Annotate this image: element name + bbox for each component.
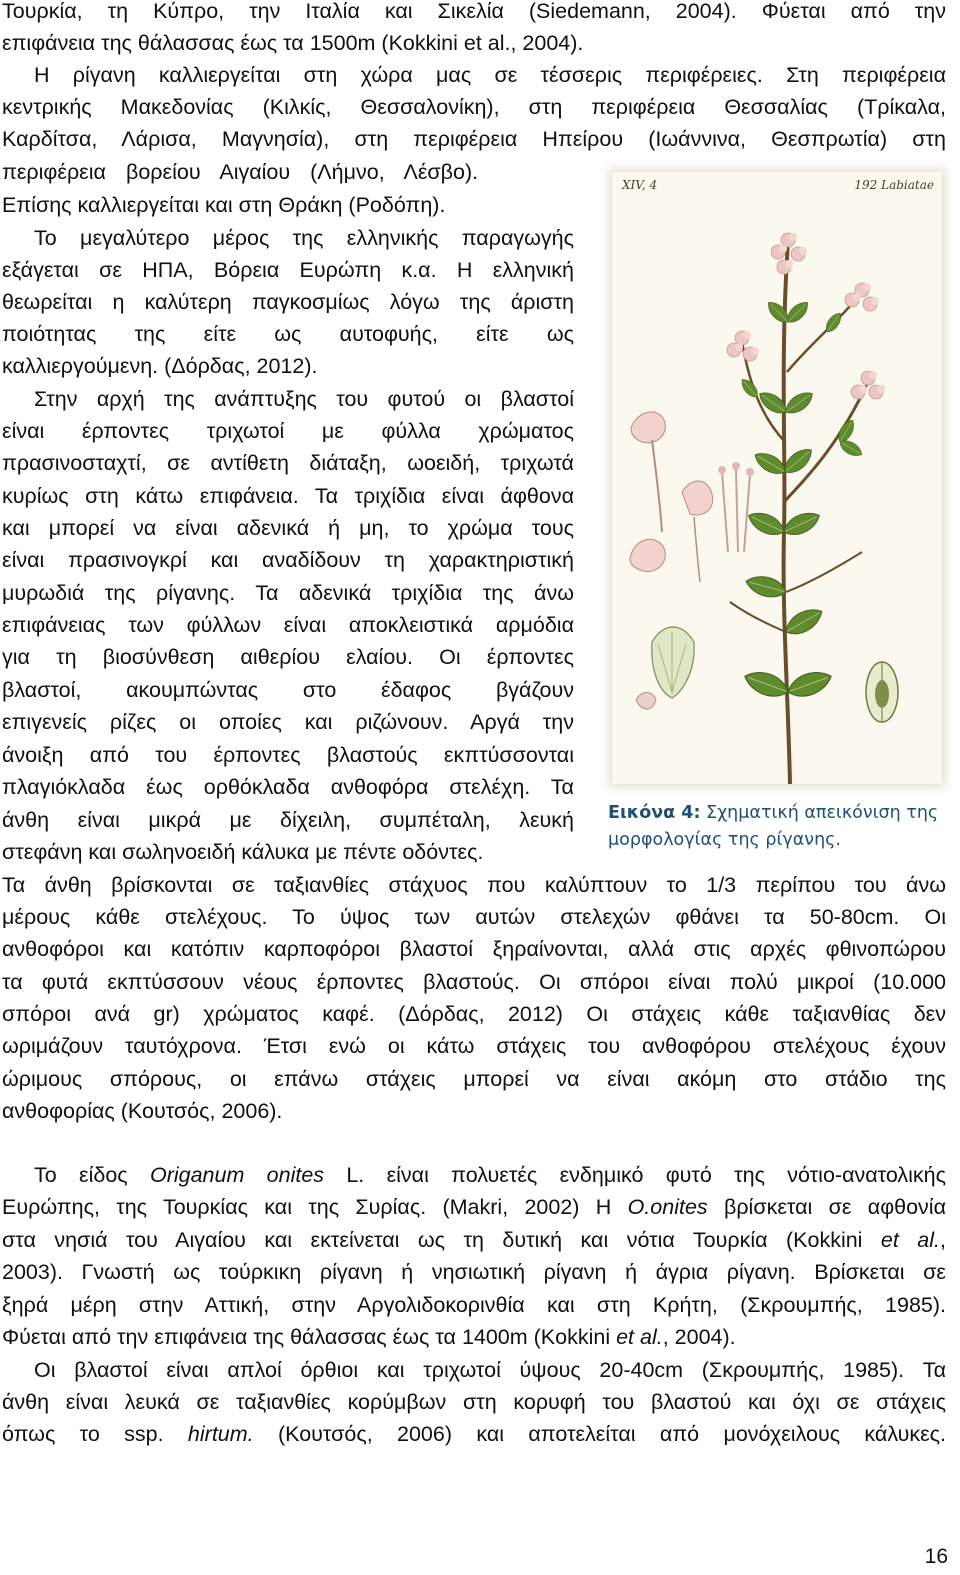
page-number: 16	[924, 1545, 948, 1568]
text-line: εξάγεται σε ΗΠΑ, Βόρεια Ευρώπη κ.α. Η ελληνική	[2, 258, 574, 282]
flower-detail	[630, 412, 713, 582]
plate-number: XIV, 4	[622, 178, 658, 192]
text-line: Το μεγαλύτερο μέρος της ελληνικής παραγωγής	[34, 226, 574, 250]
text-line: ώριμους σπόρους, οι επάνω στάχεις μπορεί να είναι ακόμη στο στάδιο της	[2, 1067, 946, 1091]
text-line: κυρίως στη κάτω επιφάνεια. Τα τριχίδια είναι άφθονα	[2, 484, 574, 508]
text-line: μέρους κάθε στελέχους. Το ύψος των αυτών στελεχών φθάνει τα 50-80cm. Οι	[2, 905, 946, 929]
text-line: ανθοφορίας (Κουτσός, 2006).	[2, 1099, 283, 1123]
text-line: Ευρώπης, της Τουρκίας και της Συρίας. (Makri, 2002) Η O.onites βρίσκεται σε αφθονία	[2, 1195, 947, 1219]
text-line: ποιότητας της είτε ως αυτοφυής, είτε ως	[2, 322, 574, 346]
text-line: Επίσης καλλιεργείται και στη Θράκη (Ροδόπη).	[2, 193, 446, 217]
text-line: Τουρκία, τη Κύπρο, την Ιταλία και Σικελία (Siedemann, 2004). Φύεται από την	[2, 0, 946, 23]
text-line: περιφέρεια βορείου Αιγαίου (Λήμνο, Λέσβο).	[2, 160, 479, 184]
caption-label: Εικόνα 4:	[608, 803, 701, 823]
text-line: στα νησιά του Αιγαίου και εκτείνεται ως τη δυτική και νότια Τουρκία (Kokkini et al.,	[2, 1228, 946, 1252]
text-line: Καρδίτσα, Λάρισα, Μαγνησία), στη περιφέρεια Ηπείρου (Ιωάννινα, Θεσπρωτία) στη	[2, 127, 946, 151]
text-line: όπως το ssp. hirtum. (Κουτσός, 2006) και αποτελείται από μονόχειλους κάλυκες.	[2, 1422, 946, 1446]
text-line: τα φυτά εκπτύσσουν νέους έρποντες βλαστούς. Οι σπόροι είναι πολύ μικροί (10.000	[2, 970, 946, 994]
text-line: άνθη είναι λευκά σε ταξιανθίες κορύμβων στη κορυφή του βλαστού και όχι σε στάχεις	[2, 1390, 946, 1414]
text-line: Τα άνθη βρίσκονται σε ταξιανθίες στάχυος που καλύπτουν το 1/3 περίπου του άνω	[2, 873, 946, 897]
text-line: Το είδος Origanum onites L. είναι πολυετές ενδημικό φυτό της νότιο-ανατολικής	[34, 1163, 947, 1187]
text-line: μυρωδιά της ρίγανης. Τα αδενικά τριχίδια της άνω	[2, 581, 574, 605]
text-line: βλαστοί, ακουμπώντας στο έδαφος βγάζουν	[2, 678, 574, 702]
text-line: επιφάνεια της θάλασσας έως τα 1500m (Kokkini et al., 2004).	[2, 31, 584, 55]
text-line: ωριμάζουν ταυτόχρονα. Έτσι ενώ οι κάτω στάχεις του ανθοφόρου στελέχους έχουν	[2, 1034, 946, 1058]
text-line: πλαγιόκλαδα έως ορθόκλαδα ανθοφόρα στελέχη. Τα	[2, 775, 574, 799]
plant-drawing	[612, 172, 942, 784]
text-line: είναι έρποντες τριχωτοί με φύλλα χρώματος	[2, 419, 574, 443]
figure-caption	[608, 800, 948, 854]
subspecies-name: hirtum.	[187, 1422, 254, 1446]
oregano-illustration	[612, 172, 942, 784]
text-line: άνοιξη από του έρποντες βλαστούς εκπτύσσονται	[2, 743, 574, 767]
text-line: σπόροι ανά gr) χρώματος καφέ. (Δόρδας, 2012) Οι στάχεις κάθε ταξιανθίας δεν	[2, 1002, 946, 1026]
text-line: για τη βιοσύνθεση αιθερίου ελαίου. Οι έρποντες	[2, 645, 574, 669]
text-line: Οι βλαστοί είναι απλοί όρθιοι και τριχωτοί ύψους 20-40cm (Σκρουμπής, 1985). Τα	[34, 1358, 946, 1382]
calyx-detail	[636, 627, 694, 709]
text-line: ανθοφόροι και κατόπιν καρποφόροι βλαστοί ξηραίνονται, αλλά στις αρχές φθινοπώρου	[2, 937, 946, 961]
text-line: 2003). Γνωστή ως τούρκικη ρίγανη ή νησιωτική ρίγανη ή άγρια ρίγανη. Βρίσκεται σε	[2, 1260, 946, 1284]
text-line: είναι πρασινογκρί και αναδίδουν τη χαρακτηριστική	[2, 548, 574, 572]
text-line: Στην αρχή της ανάπτυξης του φυτού οι βλαστοί	[34, 387, 574, 411]
citation-italic: et al.	[880, 1228, 940, 1252]
species-name: O.onites	[627, 1195, 708, 1219]
caption-text: Σχηματική απεικόνιση της μορφολογίας της ρίγανης.	[608, 803, 939, 850]
text-line: επιφάνειας των φύλλων είναι αποκλειστικά αρμόδια	[2, 613, 574, 637]
text-line: πρασινοσταχτί, σε αντίθετη διάταξη, ωοειδή, τριχωτά	[2, 451, 574, 475]
text-line: Η ρίγανη καλλιεργείται στη χώρα μας σε τέσσερις περιφέρειες. Στη περιφέρεια	[34, 63, 946, 87]
text-line: ξηρά μέρη στην Αττική, στην Αργολιδοκορινθία και στη Κρήτη, (Σκρουμπής, 1985).	[2, 1293, 946, 1317]
text-line: άνθη είναι μικρά με δίχειλη, συμπέταλη, λευκή	[2, 808, 574, 832]
stamen-detail	[718, 462, 754, 552]
citation-italic: et al.	[616, 1325, 663, 1349]
text-line: και μπορεί να είναι αδενικά ή μη, το χρώμα τους	[2, 516, 574, 540]
seed-detail	[866, 662, 898, 722]
text-line: καλλιεργούμενη. (Δόρδας, 2012).	[2, 354, 318, 378]
text-line: κεντρικής Μακεδονίας (Κιλκίς, Θεσσαλονίκη), στη περιφέρεια Θεσσαλίας (Τρίκαλα,	[2, 95, 946, 119]
text-line: στεφάνη και σωληνοειδή κάλυκα με πέντε οδόντες.	[2, 840, 484, 864]
species-name: Origanum onites	[149, 1163, 325, 1187]
text-line: θεωρείται η καλύτερη παγκοσμίως λόγω της άριστη	[2, 290, 574, 314]
text-line: επιγενείς ρίζες οι οποίες και ριζώνουν. Αργά την	[2, 710, 574, 734]
text-line: Φύεται από την επιφάνεια της θάλασσας έως τα 1400m (Kokkini et al., 2004).	[2, 1325, 736, 1349]
plate-name: 192 Labiatae	[854, 178, 934, 192]
